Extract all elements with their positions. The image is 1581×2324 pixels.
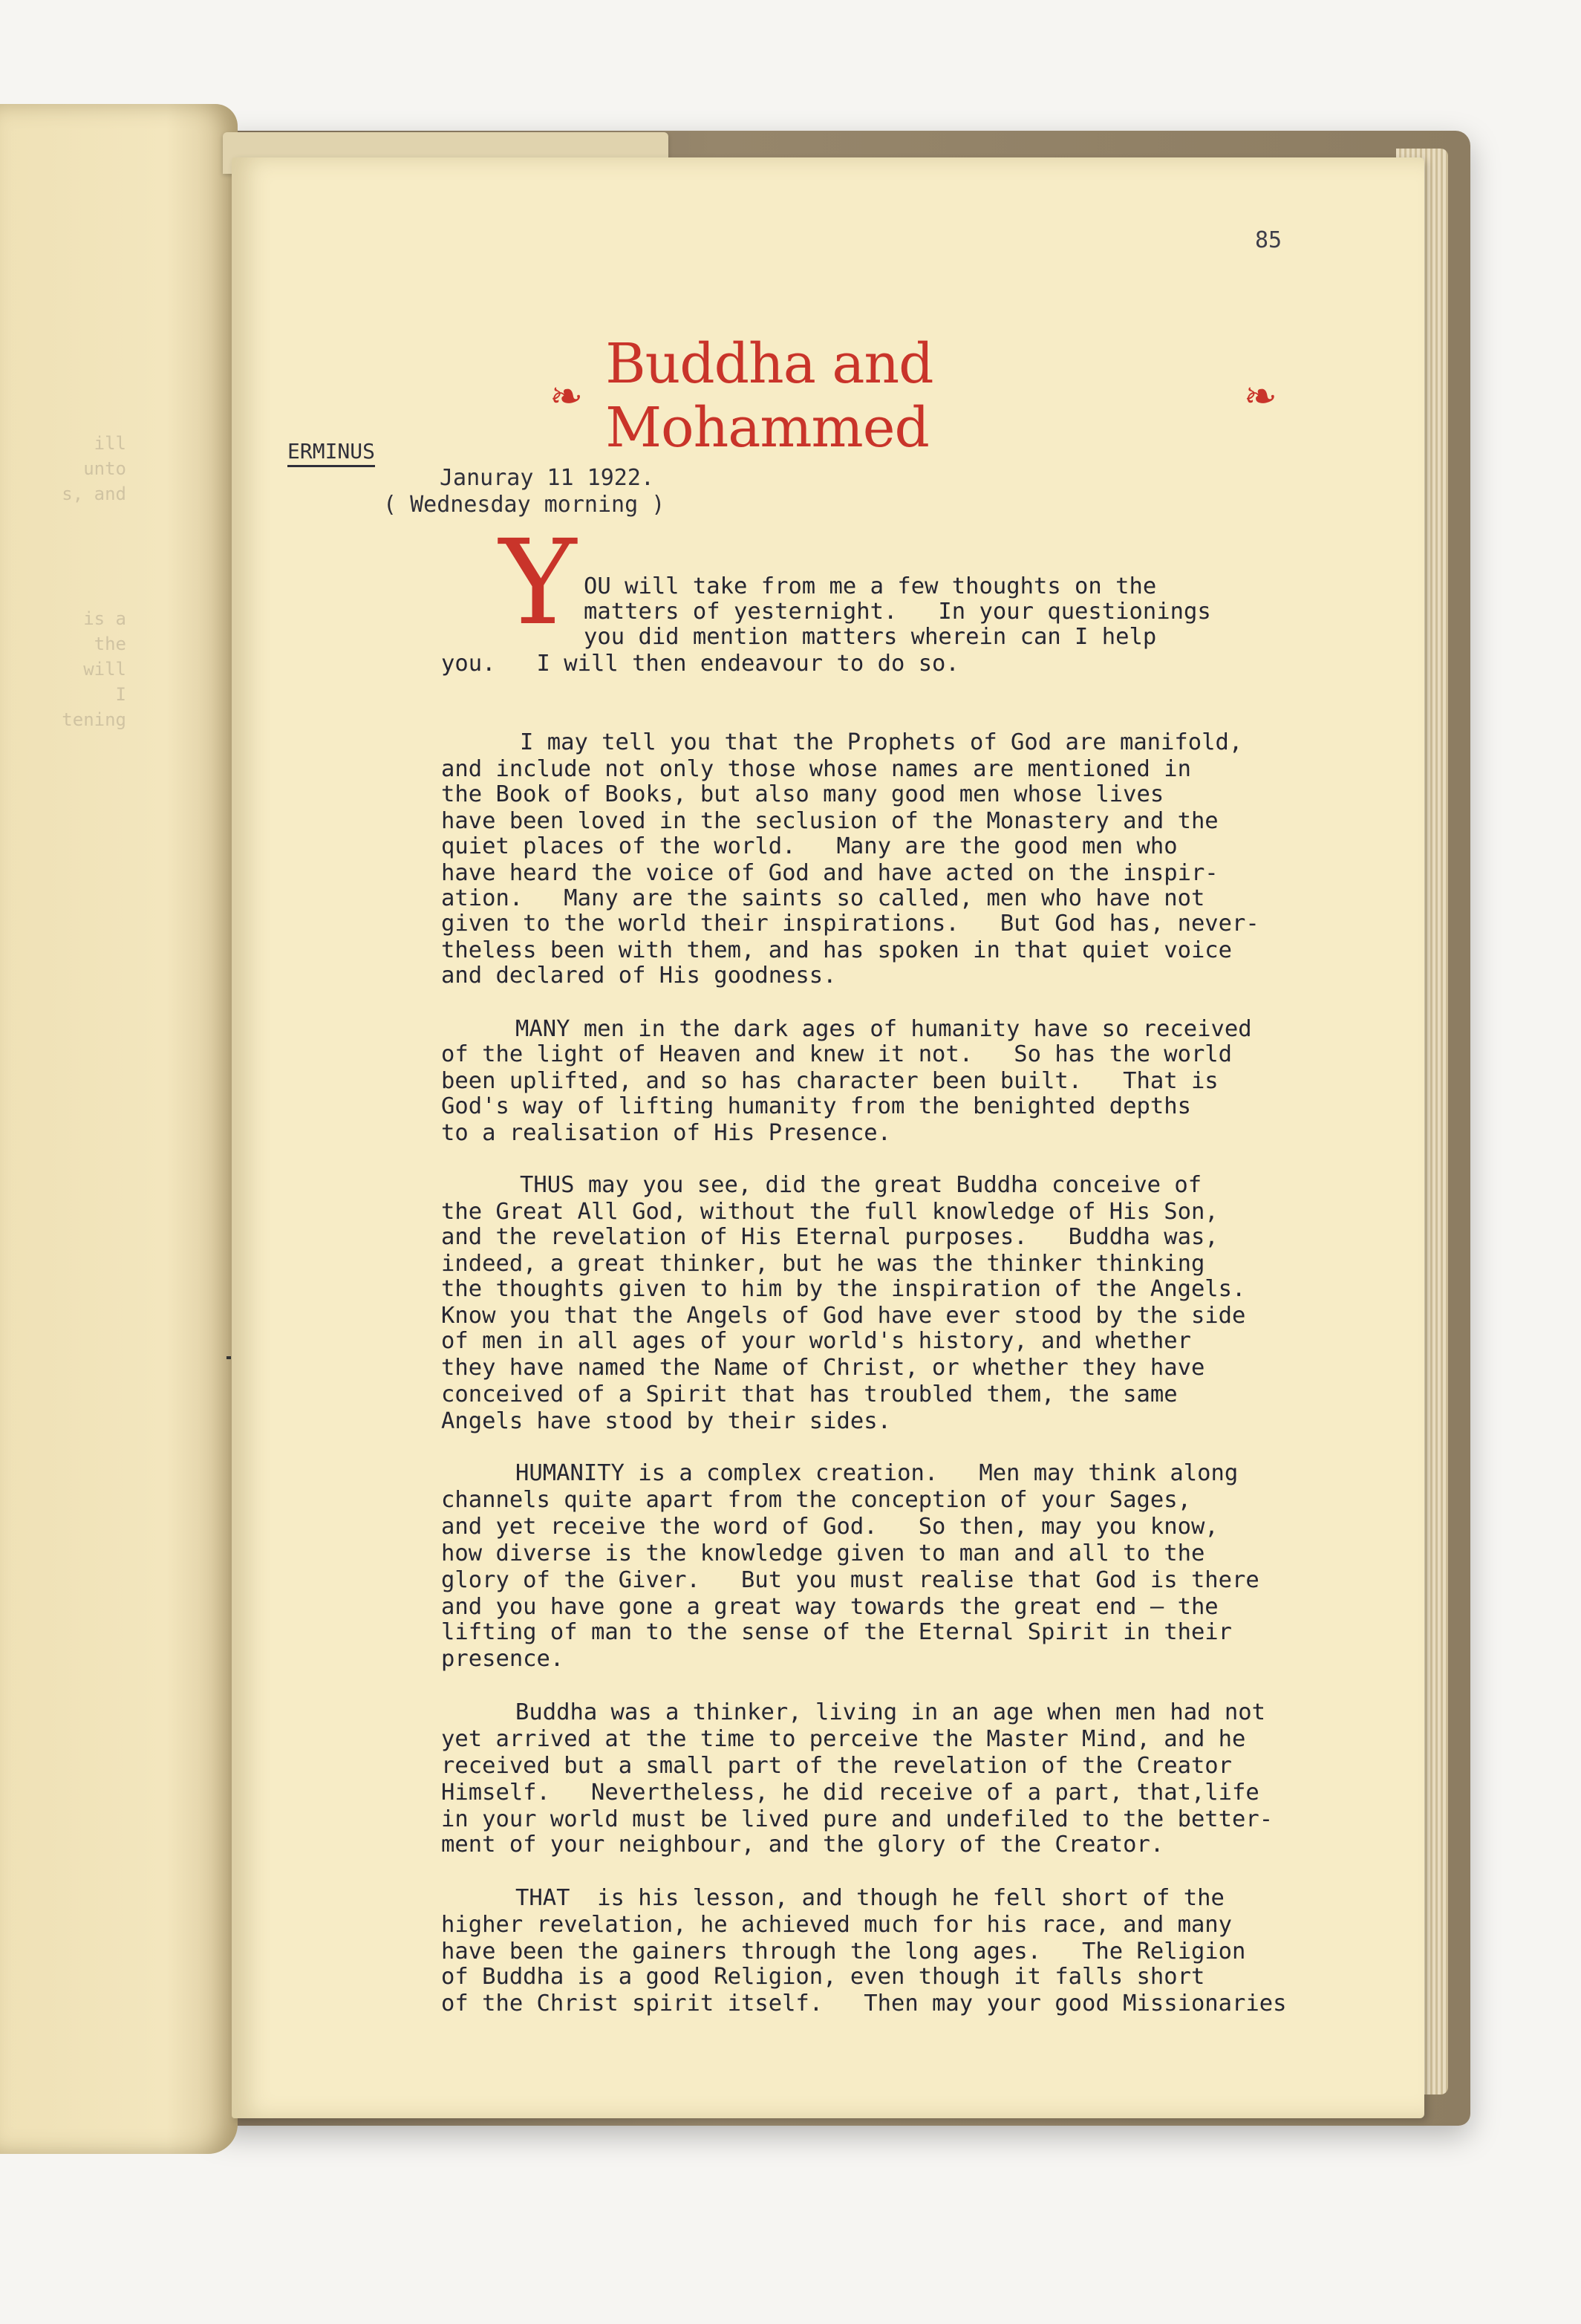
text-line: of Buddha is a good Religion, even though it falls short [441,1964,1205,1990]
text-line: God's way of lifting humanity from the benighted depths [441,1093,1191,1119]
text-line: HUMANITY is a complex creation. Men may think along [515,1460,1239,1486]
page-number: 85 [1255,227,1282,253]
ornament-left: ❧ [550,372,584,420]
text-line: Himself. Nevertheless, he did receive of a part, that,life [441,1780,1259,1806]
text-line: OU will take from me a few thoughts on the [584,573,1157,599]
text-line: and declared of His goodness. [441,963,837,989]
text-line: channels quite apart from the conception of your Sages, [441,1487,1191,1513]
bleed-text: I [115,684,126,705]
text-line: received but a small part of the revelation of the Creator [441,1753,1233,1779]
text-line: given to the world their inspirations. But God has, never- [441,911,1259,937]
text-line: have heard the voice of God and have acted on the inspir- [441,860,1219,886]
text-line: I may tell you that the Prophets of God are manifold, [520,729,1243,755]
text-line: theless been with them, and has spoken in that quiet voice [441,937,1233,963]
text-line: you did mention matters wherein can I help [584,624,1157,650]
text-line: conceived of a Spirit that has troubled them, the same [441,1381,1178,1407]
text-line: the thoughts given to him by the inspiration of the Angels. [441,1276,1246,1302]
text-line: MANY men in the dark ages of humanity have so received [515,1016,1252,1042]
bleed-text: will [83,659,126,680]
entry-time: ( Wednesday morning ) [383,492,665,518]
text-line: been uplifted, and so has character been built. That is [441,1068,1219,1094]
text-line: in your world must be lived pure and undefiled to the better- [441,1806,1274,1832]
text-line: of men in all ages of your world's history, and whether [441,1328,1191,1354]
text-line: have been the gainers through the long ages. The Religion [441,1939,1246,1965]
text-line: glory of the Giver. But you must realise that God is there [441,1567,1259,1593]
text-line: and yet receive the word of God. So then, may you know, [441,1514,1219,1540]
text-line: presence. [441,1646,564,1672]
text-line: indeed, a great thinker, but he was the thinker thinking [441,1251,1205,1277]
text-line: Buddha was a thinker, living in an age when men had not [515,1699,1265,1725]
text-line: to a realisation of His Presence. [441,1120,891,1146]
bleed-text: is a [83,608,126,629]
bleed-text: the [94,634,126,654]
bleed-text: ill [94,433,126,454]
text-line: ment of your neighbour, and the glory of the Creator. [441,1832,1164,1858]
text-line: THAT is his lesson, and though he fell short of the [515,1885,1225,1911]
speaker-name: ERMINUS [287,438,375,467]
bleed-text: s, and [62,484,126,504]
text-line: of the light of Heaven and knew it not. So has the world [441,1041,1233,1067]
bleed-text: unto [83,458,126,479]
text-line: higher revelation, he achieved much for his race, and many [441,1912,1233,1938]
bleed-text: tening [62,709,126,730]
text-line: you. I will then endeavour to do so. [441,651,959,677]
text-line: Know you that the Angels of God have ever stood by the side [441,1303,1246,1329]
text-line: ation. Many are the saints so called, men who have not [441,885,1205,911]
text-line: Angels have stood by their sides. [441,1408,891,1434]
page-title: Buddha and Mohammed [605,332,933,460]
ornament-right: ❧ [1243,372,1277,420]
text-line: the Great All God, without the full knowledge of His Son, [441,1199,1219,1225]
entry-date: Januray 11 1922. [440,465,654,491]
text-line: and the revelation of His Eternal purposes. Buddha was, [441,1224,1219,1250]
text-line: quiet places of the world. Many are the good men who [441,833,1178,859]
left-page [0,104,238,2154]
text-line: lifting of man to the sense of the Eternal Spirit in their [441,1619,1233,1645]
text-line: they have named the Name of Christ, or whether they have [441,1355,1205,1381]
text-line: the Book of Books, but also many good men whose lives [441,781,1164,807]
drop-cap: Y [499,515,577,651]
text-line: of the Christ spirit itself. Then may your good Missionaries [441,1991,1287,2017]
text-line: matters of yesternight. In your questionings [584,599,1211,625]
text-line: THUS may you see, did the great Buddha conceive of [520,1172,1202,1198]
title-row [550,332,1277,460]
text-line: and include not only those whose names are mentioned in [441,756,1191,782]
text-line: yet arrived at the time to perceive the Master Mind, and he [441,1726,1246,1752]
margin-mark [226,1356,231,1359]
text-line: how diverse is the knowledge given to man and all to the [441,1540,1205,1566]
text-line: have been loved in the seclusion of the Monastery and the [441,808,1219,834]
text-line: and you have gone a great way towards the great end — the [441,1594,1219,1620]
